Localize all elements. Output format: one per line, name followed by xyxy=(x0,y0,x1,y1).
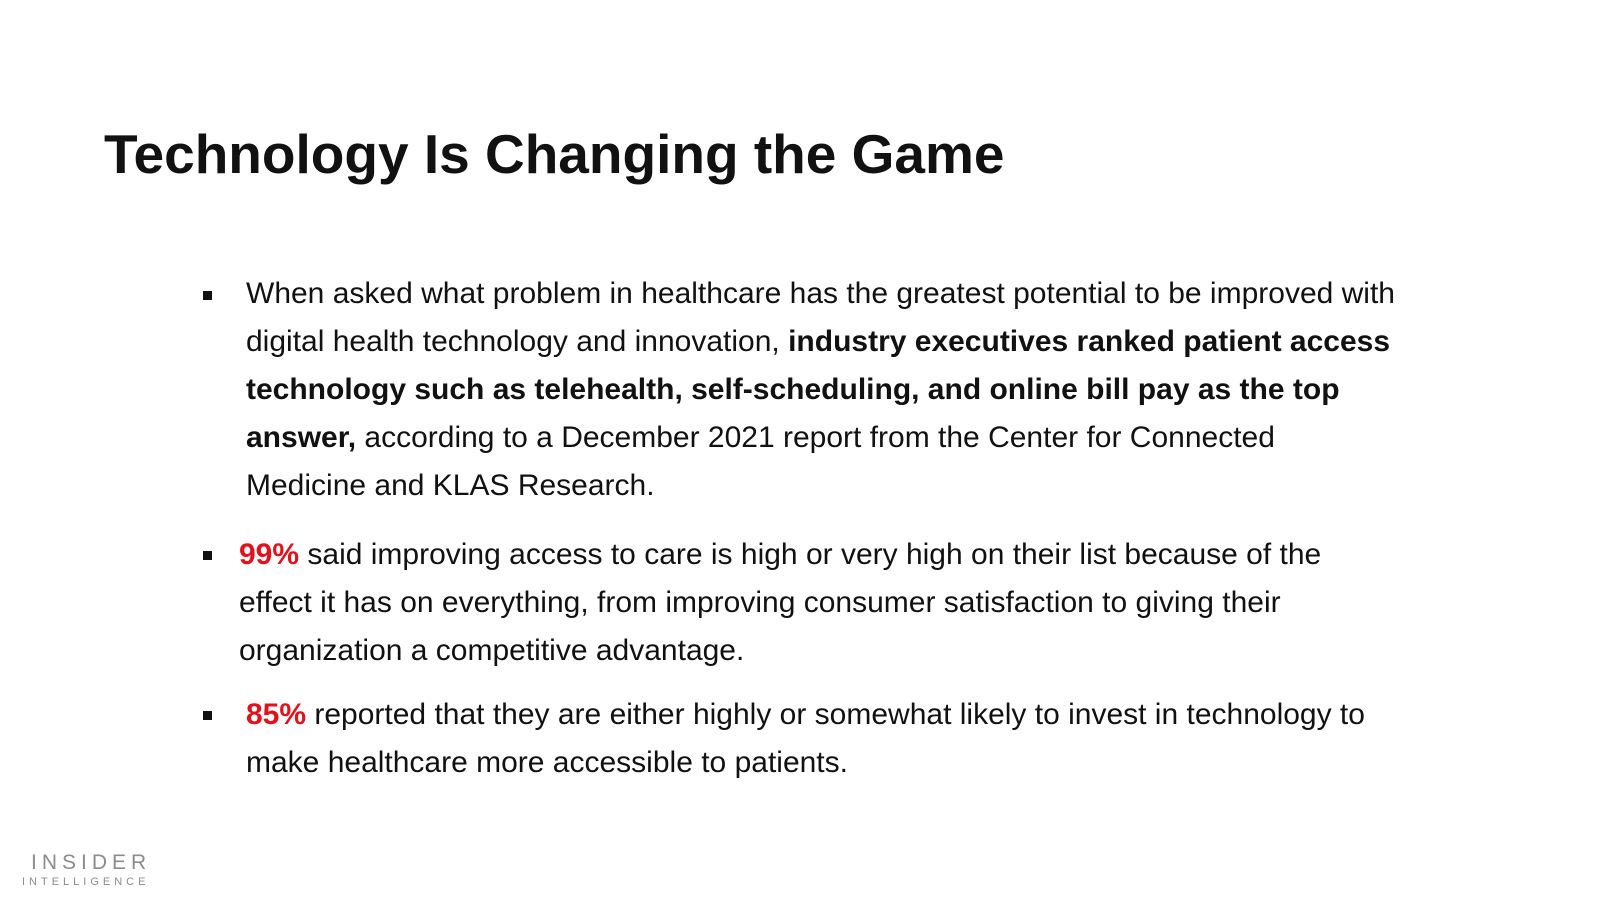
bullet-paragraph-3 xyxy=(246,691,1396,787)
logo-line-intelligence: INTELLIGENCE xyxy=(22,876,150,888)
bullet-marker-3 xyxy=(203,711,212,720)
stat-highlight-85: 85% xyxy=(246,698,307,731)
slide-title: Technology Is Changing the Game xyxy=(104,123,1005,185)
bullet-1-text-after: according to a December 2021 report from the Center for Connected Medicine and KLAS Research. xyxy=(246,421,1275,502)
bullet-paragraph-1 xyxy=(246,270,1396,510)
bullet-marker-2 xyxy=(203,551,212,560)
bullet-1-bold-text: industry executives ranked patient access technology such as telehealth, self-scheduling, and online bill pay as the top answer, xyxy=(246,325,1391,454)
insider-intelligence-logo xyxy=(22,852,151,890)
bullet-1-text-before: When asked what problem in healthcare has the greatest potential to be improved with digital health technology and innovation, xyxy=(246,277,1395,358)
bullet-paragraph-2 xyxy=(239,531,1389,675)
stat-highlight-99: 99% xyxy=(239,538,300,571)
bullet-marker-1 xyxy=(203,291,212,300)
bullet-3-text: reported that they are either highly or somewhat likely to invest in technology to make healthcare more accessible to patients. xyxy=(246,698,1365,779)
bullet-2-text: said improving access to care is high or very high on their list because of the effect it has on everything, from improving consumer satisfaction to giving their organization a competitive advantage. xyxy=(239,538,1322,667)
logo-line-insider: INSIDER xyxy=(31,851,152,874)
